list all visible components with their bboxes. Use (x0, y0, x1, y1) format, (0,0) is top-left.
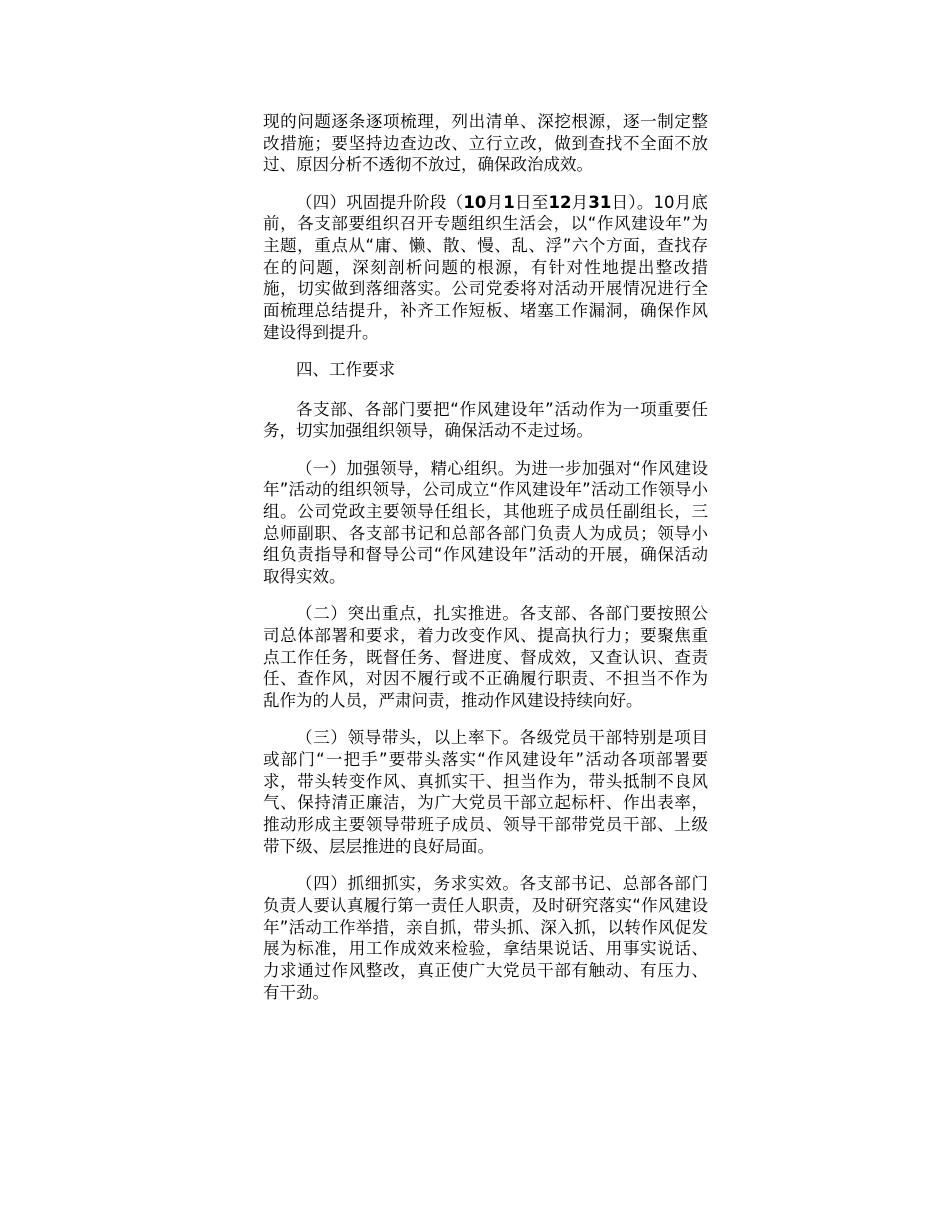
phase-four-to: 日至 (514, 192, 549, 212)
paragraph-highlight-focus: （二）突出重点，扎实推进。各支部、各部门要按照公司总体部署和要求，着力改变作风、提高执行力；要聚焦重点工作任务，既督任务、督进度、督成效，又查认识、查责任、查作风，对因不履行或不正确履行职责、不担当不作为乱作为的人员，严肃问责，推动作风建设持续向好。 (263, 604, 708, 711)
paragraph-requirements-intro: 各支部、各部门要把“作风建设年”活动作为一项重要任务，切实加强组织领导，确保活动不走过场。 (263, 399, 708, 441)
phase-four-start-day: 1 (503, 192, 515, 212)
paragraph-phase-four (263, 192, 708, 344)
paragraph-strengthen-leadership: （一）加强领导，精心组织。为进一步加强对“作风建设年”活动的组织领导，公司成立“作风建设年”活动工作领导小组。公司党政主要领导任组长，其他班子成员任副组长，三总师副职、各支部书记和总部各部门负责人为成员；领导小组负责指导和督导公司“作风建设年”活动的开展，确保活动取得实效。 (263, 458, 708, 587)
phase-four-end-day: 31 (588, 192, 612, 212)
paragraph-continuation: 现的问题逐条逐项梳理，列出清单、深挖根源，逐一制定整改措施；要坚持边查边改、立行立改，做到查找不全面不放过、原因分析不透彻不放过，确保政治成效。 (263, 112, 708, 175)
phase-four-month-char: 月 (486, 192, 504, 212)
phase-four-end-month: 12 (548, 192, 572, 212)
paragraph-practical-results: （四）抓细抓实，务求实效。各支部书记、总部各部门负责人要认真履行第一责任人职责，及时研究落实“作风建设年”活动工作举措，亲自抓，带头抓、深入抓，以转作风促发展为标准，用工作成效来检验，拿结果说话、用事实说话、力求通过作风整改，真正使广大党员干部有触动、有压力、有干劲。 (263, 874, 708, 1002)
section-heading-work-requirements: 四、工作要求 (296, 360, 395, 380)
phase-four-month-char-2: 月 (571, 192, 589, 212)
phase-four-body: 日）。10月底前，各支部要组织召开专题组织生活会，以“作风建设年”为主题，重点从“庸、懒、散、慢、乱、浮”六个方面，查找存在的问题，深刻剖析问题的根源，有针对性地提出整改措施，切实做到落细落实。公司党委将对活动开展情况进行全面梳理总结提升，补齐工作短板、堵塞工作漏洞，确保作风建设得到提升。 (263, 192, 709, 342)
document-body (263, 111, 708, 1019)
paragraph-leaders-lead: （三）领导带头，以上率下。各级党员干部特别是项目或部门“一把手”要带头落实“作风建设年”活动各项部署要求，带头转变作风、真抓实干、担当作为，带头抵制不良风气、保持清正廉洁，为广大党员干部立起标杆、作出表率，推动形成主要领导带班子成员、领导干部带党员干部、上级带下级、层层推进的良好局面。 (263, 728, 708, 856)
phase-four-prefix: （四）巩固提升阶段（ (296, 192, 464, 212)
phase-four-start-month: 10 (463, 192, 487, 212)
